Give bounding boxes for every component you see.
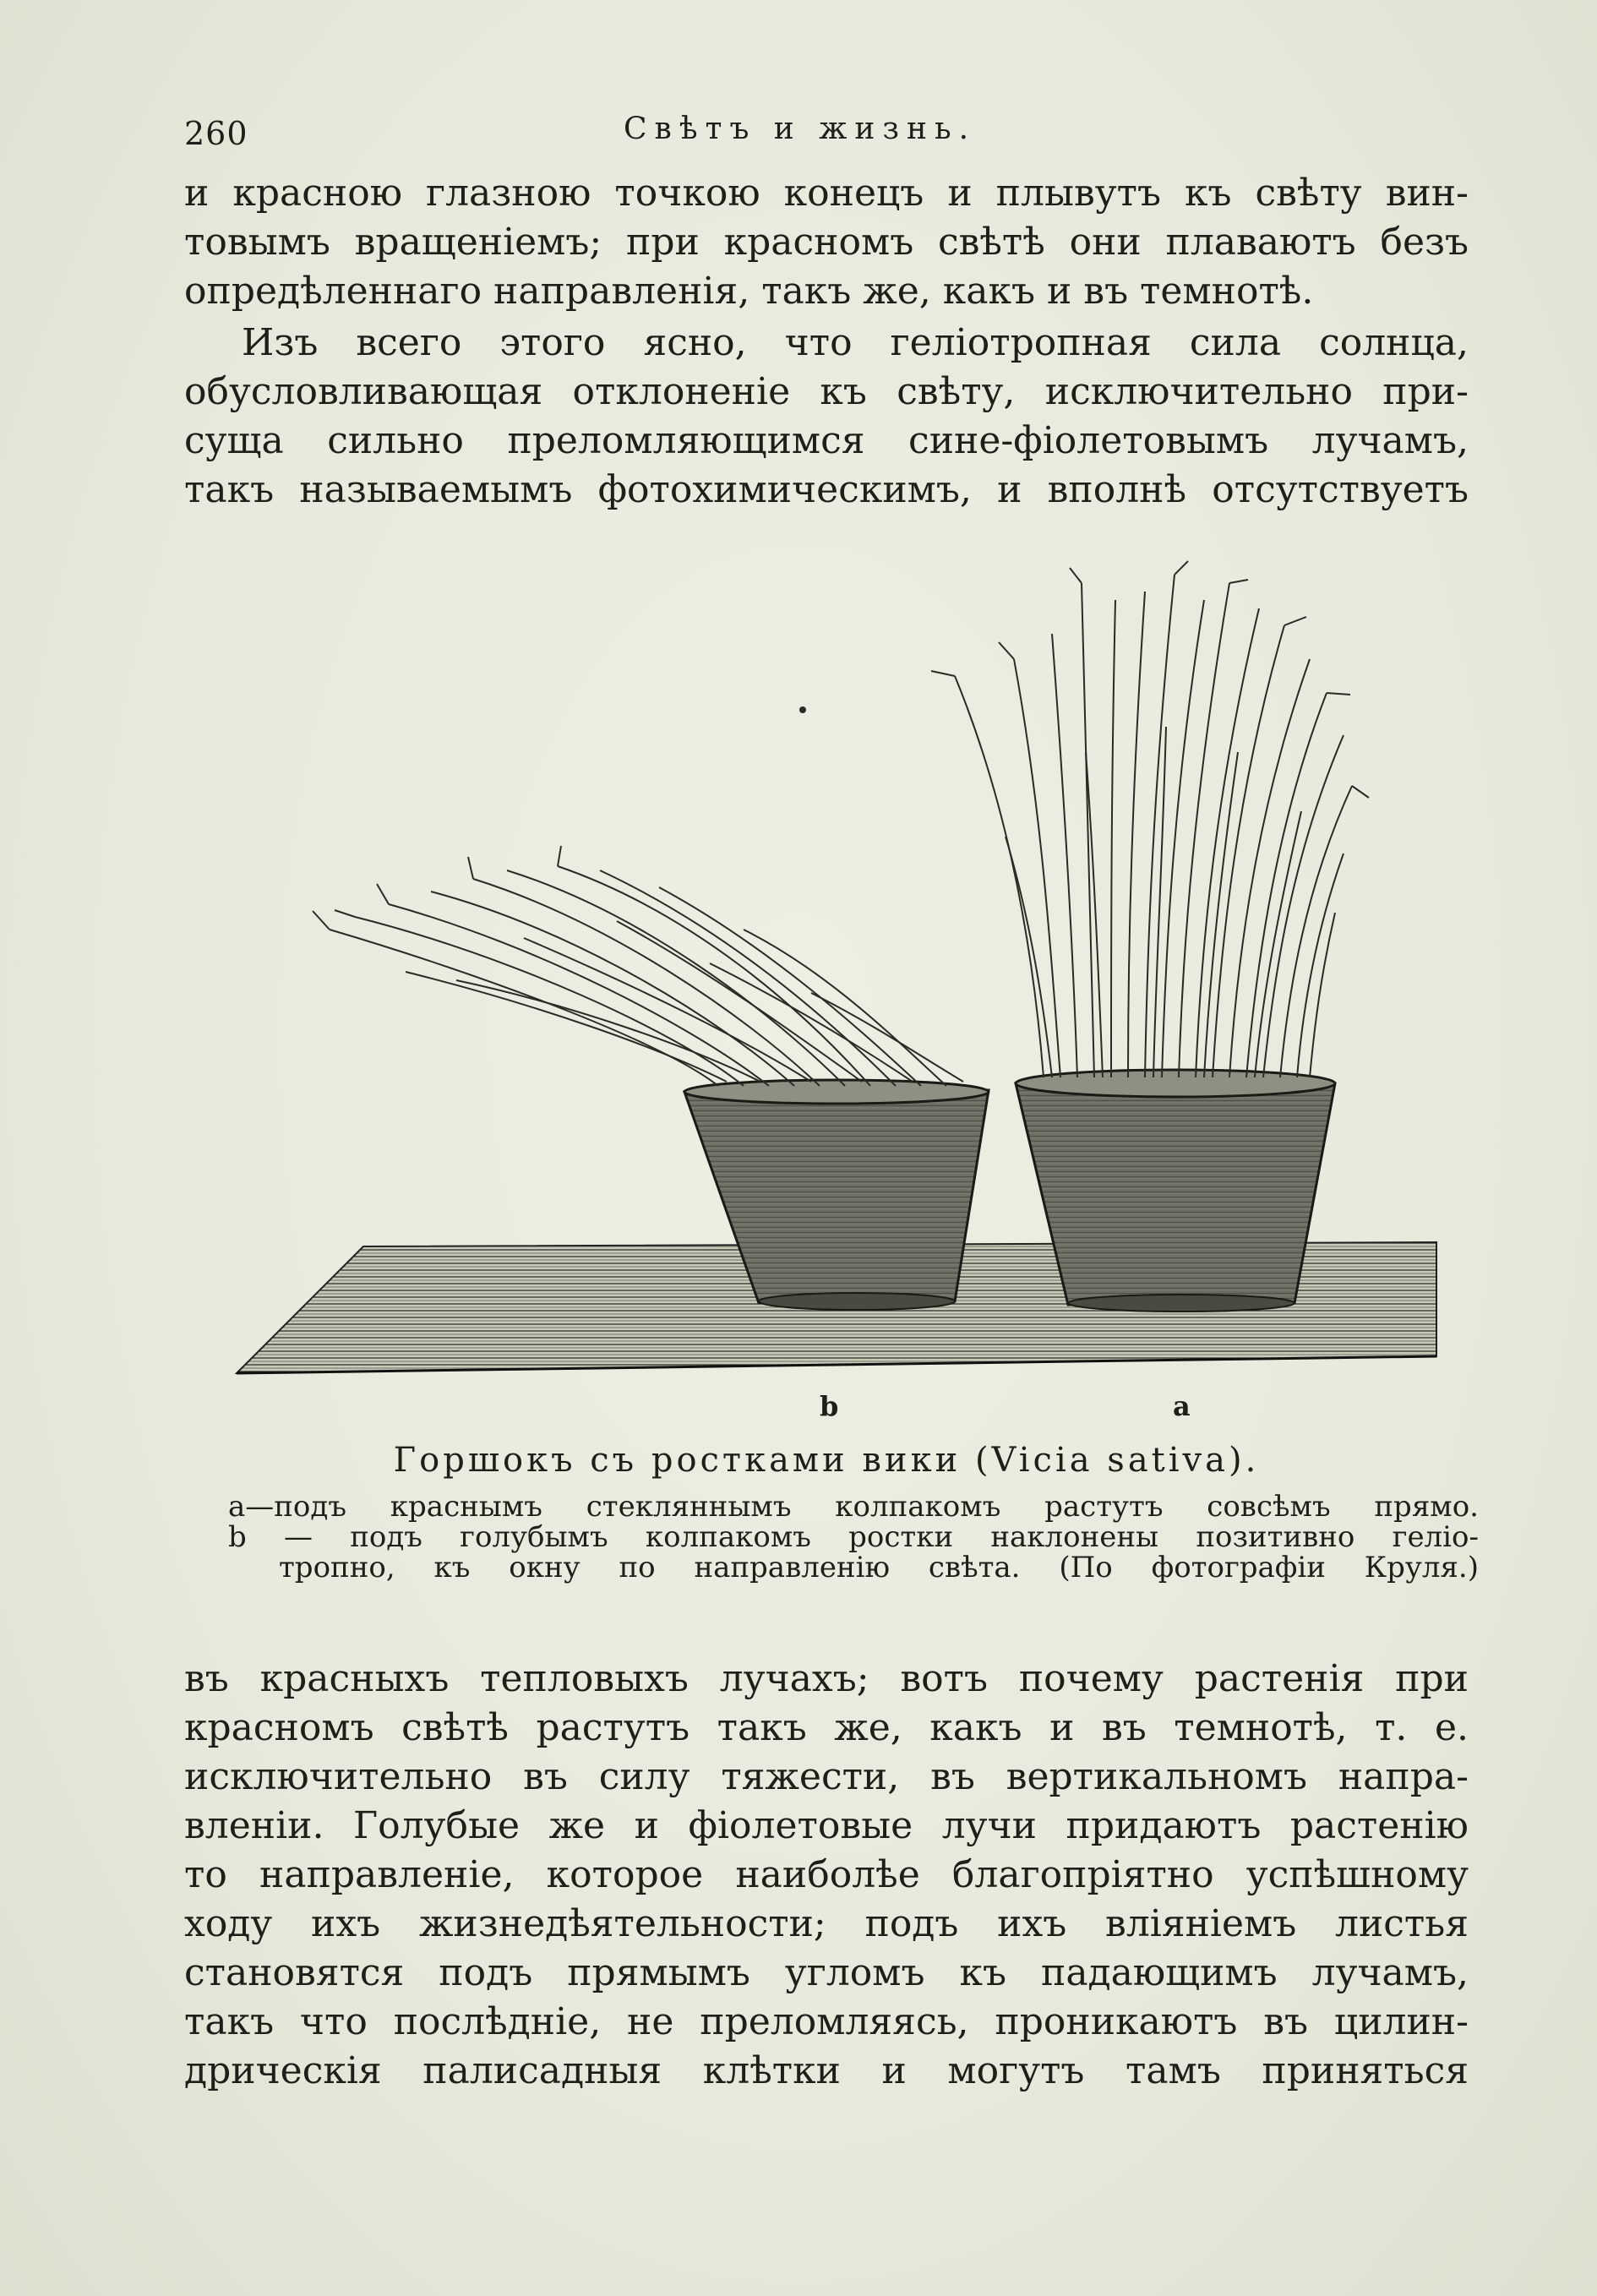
caption-line-a: a—подъ краснымъ стекляннымъ колпакомъ растутъ совсѣмъ прямо.	[228, 1490, 1479, 1524]
page-number: 260	[184, 115, 248, 152]
figure-caption-body	[228, 1492, 1479, 1583]
paragraph-continued	[184, 169, 1469, 316]
text-line: красномъ свѣтѣ растутъ такъ же, какъ и въ темнотѣ, т. е.	[184, 1706, 1469, 1749]
text-line: обусловливающая отклоненіе къ свѣту, исключительно при-	[184, 370, 1469, 413]
text-line: дрическія палисадныя клѣтки и могутъ тамъ приняться	[184, 2049, 1469, 2092]
bent-sprouts	[313, 846, 963, 1086]
text-line: товымъ вращеніемъ; при красномъ свѣтѣ они плаваютъ безъ	[184, 221, 1469, 264]
text-line: Изъ всего этого ясно, что геліотропная сила солнца,	[242, 321, 1469, 364]
pot-a	[1016, 1070, 1335, 1312]
text-line: суща сильно преломляющимся сине-фіолетовымъ лучамъ,	[184, 419, 1469, 462]
running-title: Свѣтъ и жизнь.	[624, 112, 977, 146]
text-line: вленіи. Голубые же и фіолетовые лучи придаютъ растенію	[184, 1804, 1469, 1847]
text-line: въ красныхъ тепловыхъ лучахъ; вотъ почему растенія при	[184, 1657, 1469, 1700]
text-line: ходу ихъ жизнедѣятельности; подъ ихъ вліяніемъ листья	[184, 1902, 1469, 1945]
engraving-illustration	[220, 532, 1445, 1411]
text-line: такъ называемымъ фотохимическимъ, и вполнѣ отсутствуетъ	[184, 468, 1469, 511]
figure-caption-title: Горшокъ съ ростками вики (Vicia sativa).	[393, 1441, 1260, 1480]
figure-label-a: a	[1173, 1390, 1191, 1422]
paragraph-red-rays	[184, 1655, 1469, 2096]
caption-line-b-cont: тропно, къ окну по направленію свѣта. (По фотографіи Круля.)	[279, 1551, 1479, 1584]
text-line: то направленіе, которое наиболѣе благопріятно успѣшному	[184, 1853, 1469, 1896]
upright-sprouts	[931, 561, 1369, 1077]
text-line: становятся подъ прямымъ угломъ къ падающимъ лучамъ,	[184, 1951, 1469, 1994]
caption-line-b: b — подъ голубымъ колпакомъ ростки наклонены позитивно геліо-	[228, 1520, 1479, 1554]
paragraph-heliotropism	[184, 319, 1469, 515]
text-line: опредѣленнаго направленія, такъ же, какъ и въ темнотѣ.	[184, 270, 1314, 313]
text-line: исключительно въ силу тяжести, въ вертикальномъ напра-	[184, 1755, 1469, 1798]
figure-label-b: b	[820, 1390, 839, 1422]
text-line: и красною глазною точкою конецъ и плывутъ къ свѣту вин-	[184, 172, 1469, 215]
page-header	[184, 108, 1469, 159]
figure-vetch-pots	[220, 532, 1445, 1422]
text-line: такъ что послѣдніе, не преломляясь, проникаютъ въ цилин-	[184, 2000, 1469, 2043]
